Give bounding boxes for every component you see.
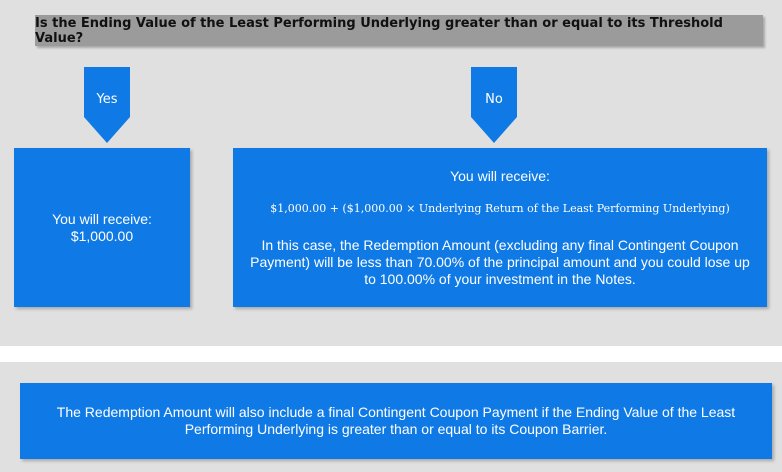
yes-amount: $1,000.00 xyxy=(70,227,134,244)
no-receive-text: You will receive: xyxy=(450,168,550,184)
question-banner: Is the Ending Value of the Least Performing Underlying greater than or equal to its Threshold Value? xyxy=(35,15,763,46)
redemption-formula: $1,000.00 + ($1,000.00 × Underlying Return of the Least Performing Underlying) xyxy=(270,202,730,215)
no-label: No xyxy=(485,92,503,107)
yes-receive-text: You will receive: xyxy=(52,210,152,227)
yes-label: Yes xyxy=(96,92,118,107)
yes-arrow xyxy=(84,67,130,143)
coupon-note-text: The Redemption Amount will also include a final Contingent Coupon Payment if the Ending Value of the Least Performing Underlying is greater than or equal to its Coupon Barrier. xyxy=(56,404,736,437)
loss-explanation: In this case, the Redemption Amount (excluding any final Contingent Coupon Payment) will be less than 70.00% of the principal amount and you could lose up to 100.00% of your investment in the Notes. xyxy=(250,237,750,287)
no-arrow xyxy=(471,67,517,143)
coupon-note-box xyxy=(20,383,772,459)
no-outcome-box xyxy=(233,148,767,307)
yes-outcome-box xyxy=(14,148,190,307)
